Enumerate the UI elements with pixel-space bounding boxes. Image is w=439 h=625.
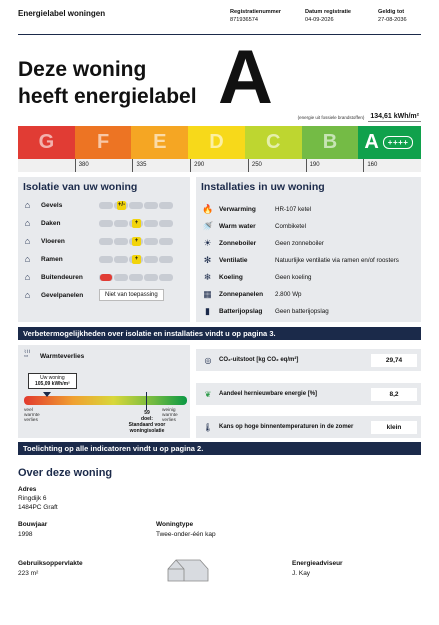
co2-indicator: ◎ CO₂-uitstoot [kg CO₂ eq/m²] 29,74 bbox=[196, 349, 421, 371]
label-letter: A bbox=[218, 35, 273, 120]
heat-loss-callout: Uw woning 105,09 kWh/m² bbox=[28, 373, 77, 389]
scale-boundary: 190 bbox=[306, 159, 364, 172]
co2-icon: ◎ bbox=[204, 355, 212, 365]
hot-water-icon: 🚿 bbox=[202, 220, 214, 231]
installations-title: Installaties in uw woning bbox=[201, 181, 325, 193]
insulation-rating-bar bbox=[99, 220, 173, 227]
insulation-row: ⌂ Gevels +/- bbox=[22, 198, 192, 212]
door-icon: ⌂ bbox=[24, 272, 31, 282]
insulation-row: ⌂ Vloeren + bbox=[22, 234, 192, 248]
scale-boundary: 335 bbox=[132, 159, 190, 172]
scale-boundary: 290 bbox=[190, 159, 248, 172]
energy-label-scale bbox=[18, 126, 421, 159]
scale-boundary: 250 bbox=[248, 159, 306, 172]
rating-marker: + bbox=[132, 219, 141, 228]
active-class-suffix: ++++ bbox=[383, 136, 414, 149]
battery-icon: ▮ bbox=[205, 305, 210, 316]
wall-icon: ⌂ bbox=[24, 200, 31, 210]
rating-marker: +/- bbox=[117, 201, 126, 208]
thermometer-icon: 🌡 bbox=[202, 422, 214, 432]
type-label: Woningtype bbox=[156, 521, 194, 528]
leaf-icon: ❦ bbox=[204, 389, 212, 399]
standard-label: 59 doel: Standaard voor woningisolatie bbox=[128, 410, 166, 434]
explanation-banner: Toelichting op alle indicatoren vindt u op pagina 2. bbox=[18, 442, 421, 455]
area-label: Gebruiksoppervlakte bbox=[18, 560, 83, 567]
label-heading: Deze woning heeft energielabel bbox=[18, 58, 197, 108]
advisor-value: J. Kay bbox=[292, 570, 311, 577]
about-title: Over deze woning bbox=[18, 467, 113, 479]
energy-class-b: B bbox=[302, 126, 359, 159]
energy-class-c: C bbox=[245, 126, 302, 159]
roof-icon: ⌂ bbox=[24, 218, 31, 228]
energy-class-a: A ++++ bbox=[358, 126, 421, 159]
year-label: Bouwjaar bbox=[18, 521, 48, 528]
energy-class-d: D bbox=[188, 126, 245, 159]
energy-class-g: G bbox=[18, 126, 75, 159]
rating-marker: + bbox=[132, 255, 141, 264]
installation-row: 🚿 Warm water Combiketel bbox=[202, 220, 306, 231]
solar-panel-icon: ▦ bbox=[203, 288, 212, 299]
renewable-indicator: ❦ Aandeel hernieuwbare energie [%] 8,2 bbox=[196, 383, 421, 405]
insulation-rating-bar bbox=[99, 238, 173, 245]
rating-marker bbox=[100, 274, 112, 281]
improvements-banner: Verbetermogelijkheden over isolatie en installaties vindt u op pagina 3. bbox=[18, 327, 421, 340]
current-value-marker bbox=[43, 392, 51, 397]
installation-row: ▮ Batterijopslag Geen batterijopslag bbox=[202, 304, 417, 318]
energy-class-f: F bbox=[75, 126, 132, 159]
cooling-icon: ❄ bbox=[203, 271, 212, 282]
energy-scale-boundaries bbox=[18, 159, 421, 172]
ventilation-icon: ✻ bbox=[203, 254, 212, 265]
registration-number: Registratienummer 871936574 bbox=[230, 9, 281, 23]
insulation-rating-bar bbox=[99, 202, 173, 209]
scale-boundary: 380 bbox=[75, 159, 133, 172]
installation-row: ❄ Koeling Geen koeling bbox=[203, 271, 312, 282]
document-header bbox=[18, 0, 421, 32]
not-applicable-tag: Niet van toepassing bbox=[99, 289, 164, 301]
address-value: Ringdijk 6 1484PC Graft bbox=[18, 495, 58, 511]
house-icon bbox=[166, 557, 210, 583]
insulation-row: ⌂ Daken + bbox=[22, 216, 192, 230]
window-icon: ⌂ bbox=[24, 254, 31, 264]
address-label: Adres bbox=[18, 486, 37, 493]
solar-boiler-icon: ☀ bbox=[203, 237, 212, 248]
energy-class-e: E bbox=[131, 126, 188, 159]
standard-marker bbox=[146, 392, 147, 410]
scale-high-label: weinig warmte verlies bbox=[162, 408, 178, 423]
scale-boundary: 160 bbox=[363, 159, 421, 172]
installation-row: 🔥 Verwarming HR-107 ketel bbox=[202, 203, 312, 214]
overheating-indicator: 🌡 Kans op hoge binnentemperaturen in de zomer klein bbox=[196, 416, 421, 438]
insulation-row: ⌂ Buitendeuren bbox=[22, 270, 192, 284]
document-title: Energielabel woningen bbox=[18, 9, 106, 18]
year-value: 1998 bbox=[18, 531, 33, 538]
type-value: Twee-onder-één kap bbox=[156, 531, 216, 538]
area-value: 223 m² bbox=[18, 570, 39, 577]
insulation-rating-bar bbox=[99, 274, 173, 281]
panel-icon: ⌂ bbox=[24, 290, 31, 300]
installation-row: ▦ Zonnepanelen 2.800 Wp bbox=[203, 288, 302, 299]
fossil-energy: (energie uit fossiele brandstoffen) 134,61 kWh/m² bbox=[297, 113, 419, 120]
installation-row: ✻ Ventilatie Natuurlijke ventilatie via ramen en/of roosters bbox=[203, 254, 399, 265]
heat-loss-gradient bbox=[24, 396, 187, 405]
rating-marker: + bbox=[132, 237, 141, 246]
heating-icon: 🔥 bbox=[202, 203, 214, 214]
scale-low-label: veel warmte verlies bbox=[24, 408, 40, 423]
insulation-title: Isolatie van uw woning bbox=[23, 181, 138, 193]
insulation-row: ⌂ Gevelpanelen Niet van toepassing bbox=[22, 288, 192, 302]
insulation-row: ⌂ Ramen + bbox=[22, 252, 192, 266]
advisor-label: Energieadviseur bbox=[292, 560, 343, 567]
fossil-energy-value: 134,61 kWh/m² bbox=[370, 113, 419, 120]
valid-until: Geldig tot 27-08-2036 bbox=[378, 9, 407, 23]
insulation-rating-bar bbox=[99, 256, 173, 263]
registration-date: Datum registratie 04-09-2026 bbox=[305, 9, 352, 23]
installation-row: ☀ Zonneboiler Geen zonneboiler bbox=[203, 237, 324, 248]
floor-icon: ⌂ bbox=[24, 236, 31, 246]
heat-loss-icon: ⌇⌇⌇ ▭ bbox=[24, 349, 31, 358]
heat-loss-title: Warmteverlies bbox=[40, 353, 85, 360]
